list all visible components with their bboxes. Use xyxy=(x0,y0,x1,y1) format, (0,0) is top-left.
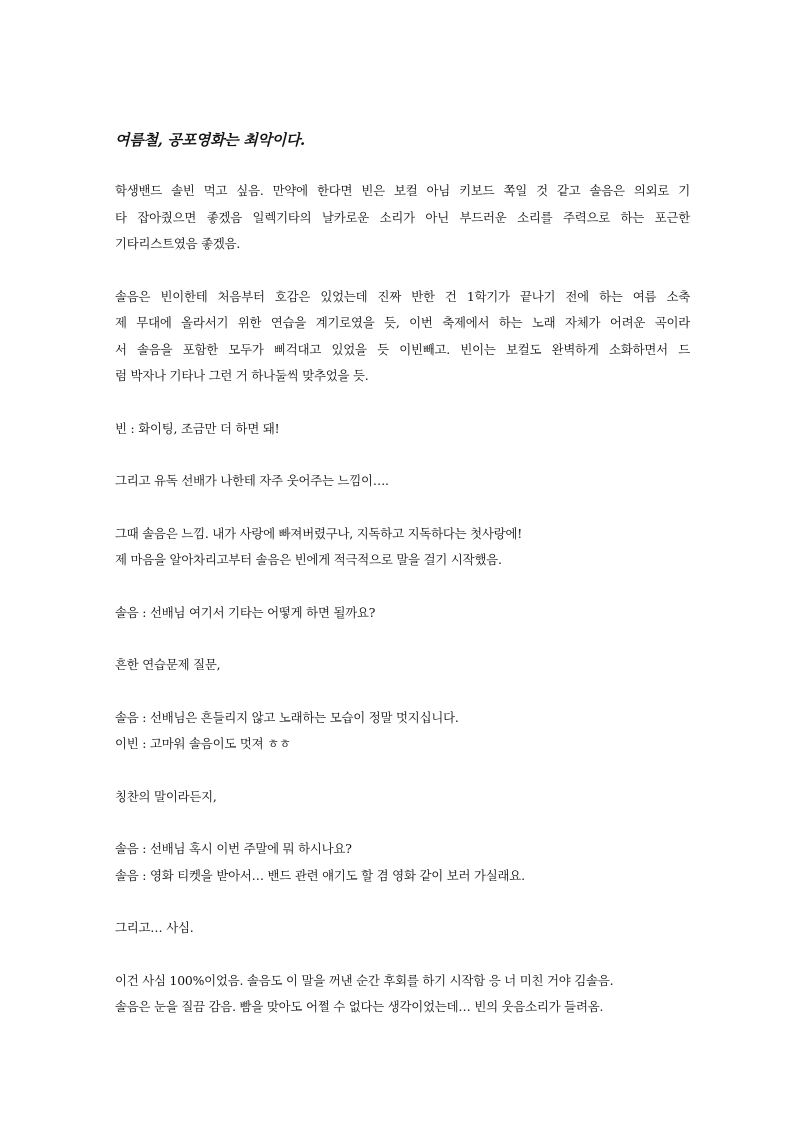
text-line: 서 솔음을 포함한 모두가 삐걱대고 있었을 듯 이빈빼고. 빈이는 보컬도 완벽하게 소화하면서 드 xyxy=(115,341,690,357)
paragraph xyxy=(115,915,690,942)
text-line: 이빈 : 고마워 솔음이도 멋져 ㅎㅎ xyxy=(115,736,291,751)
text-line: 솔음 : 선배님 혹시 이번 주말에 뭐 하시나요? xyxy=(115,841,352,856)
paragraph xyxy=(115,284,690,390)
text-line: 빈 : 화이팅, 조금만 더 하면 돼! xyxy=(115,420,280,436)
text-line: 학생밴드 솔빈 먹고 싶음. 만약에 한다면 빈은 보컬 아님 키보드 쪽일 것 같고 솔음은 의외로 기 xyxy=(115,183,690,198)
text-line: 솔음 : 선배님은 흔들리지 않고 노래하는 모습이 정말 멋지십니다. xyxy=(115,709,459,725)
paragraph xyxy=(115,521,690,574)
document-page xyxy=(115,128,690,1047)
text-line: 솔음 : 영화 티켓을 받아서… 밴드 관련 얘기도 할 겸 영화 같이 보러 가실래요. xyxy=(115,867,525,883)
document-title: 여름철, 공포영화는 최악이다. xyxy=(115,131,305,149)
paragraph xyxy=(115,784,690,811)
paragraph xyxy=(115,416,690,443)
paragraph xyxy=(115,836,690,889)
text-line: 솔음은 눈을 질끔 감음. 빰을 맞아도 어쩔 수 없다는 생각이었는데… 빈의 웃음소리가 들려옴. xyxy=(115,999,604,1014)
paragraph xyxy=(115,652,690,679)
text-line: 솔음은 빈이한테 처음부터 호감은 있었는데 진짜 반한 건 1학기가 끝나기 전에 하는 여름 소축 xyxy=(115,288,690,304)
paragraph xyxy=(115,705,690,758)
paragraph xyxy=(115,468,690,495)
text-line: 그때 솔음은 느낌. 내가 사랑에 빠져버렸구나, 지독하고 지독하다는 첫사랑에! xyxy=(115,525,523,541)
paragraph xyxy=(115,600,690,627)
text-line: 기타리스트였음 좋겠음. xyxy=(115,236,241,251)
text-line: 제 마음을 알아차리고부터 솔음은 빈에게 적극적으로 말을 걸기 시작했음. xyxy=(115,552,502,567)
text-line: 칭찬의 말이라든지, xyxy=(115,788,217,804)
text-line: 럼 박자나 기타나 그런 거 하나둘씩 맞추었을 듯. xyxy=(115,368,369,383)
paragraph xyxy=(115,968,690,1021)
text-line: 제 무대에 올라서기 위한 연습을 계기로였을 듯, 이번 축제에서 하는 노래 자체가 어려운 곡이라 xyxy=(115,315,690,330)
text-line: 타 잡아줬으면 좋겠음 일렉기타의 날카로운 소리가 아닌 부드러운 소리를 주력으로 하는 포근한 xyxy=(115,209,690,225)
text-line: 솔음 : 선배님 여기서 기타는 어떻게 하면 될까요? xyxy=(115,604,376,620)
text-line: 그리고… 사심. xyxy=(115,920,194,935)
document-body xyxy=(115,178,690,1021)
text-line: 그리고 유독 선배가 나한테 자주 웃어주는 느낌이…. xyxy=(115,473,389,488)
text-line: 이건 사심 100%이었음. 솔음도 이 말을 꺼낸 순간 후회를 하기 시작함 응 너 미친 거야 김솔음. xyxy=(115,972,614,988)
paragraph xyxy=(115,178,690,258)
text-line: 흔한 연습문제 질문, xyxy=(115,657,221,672)
